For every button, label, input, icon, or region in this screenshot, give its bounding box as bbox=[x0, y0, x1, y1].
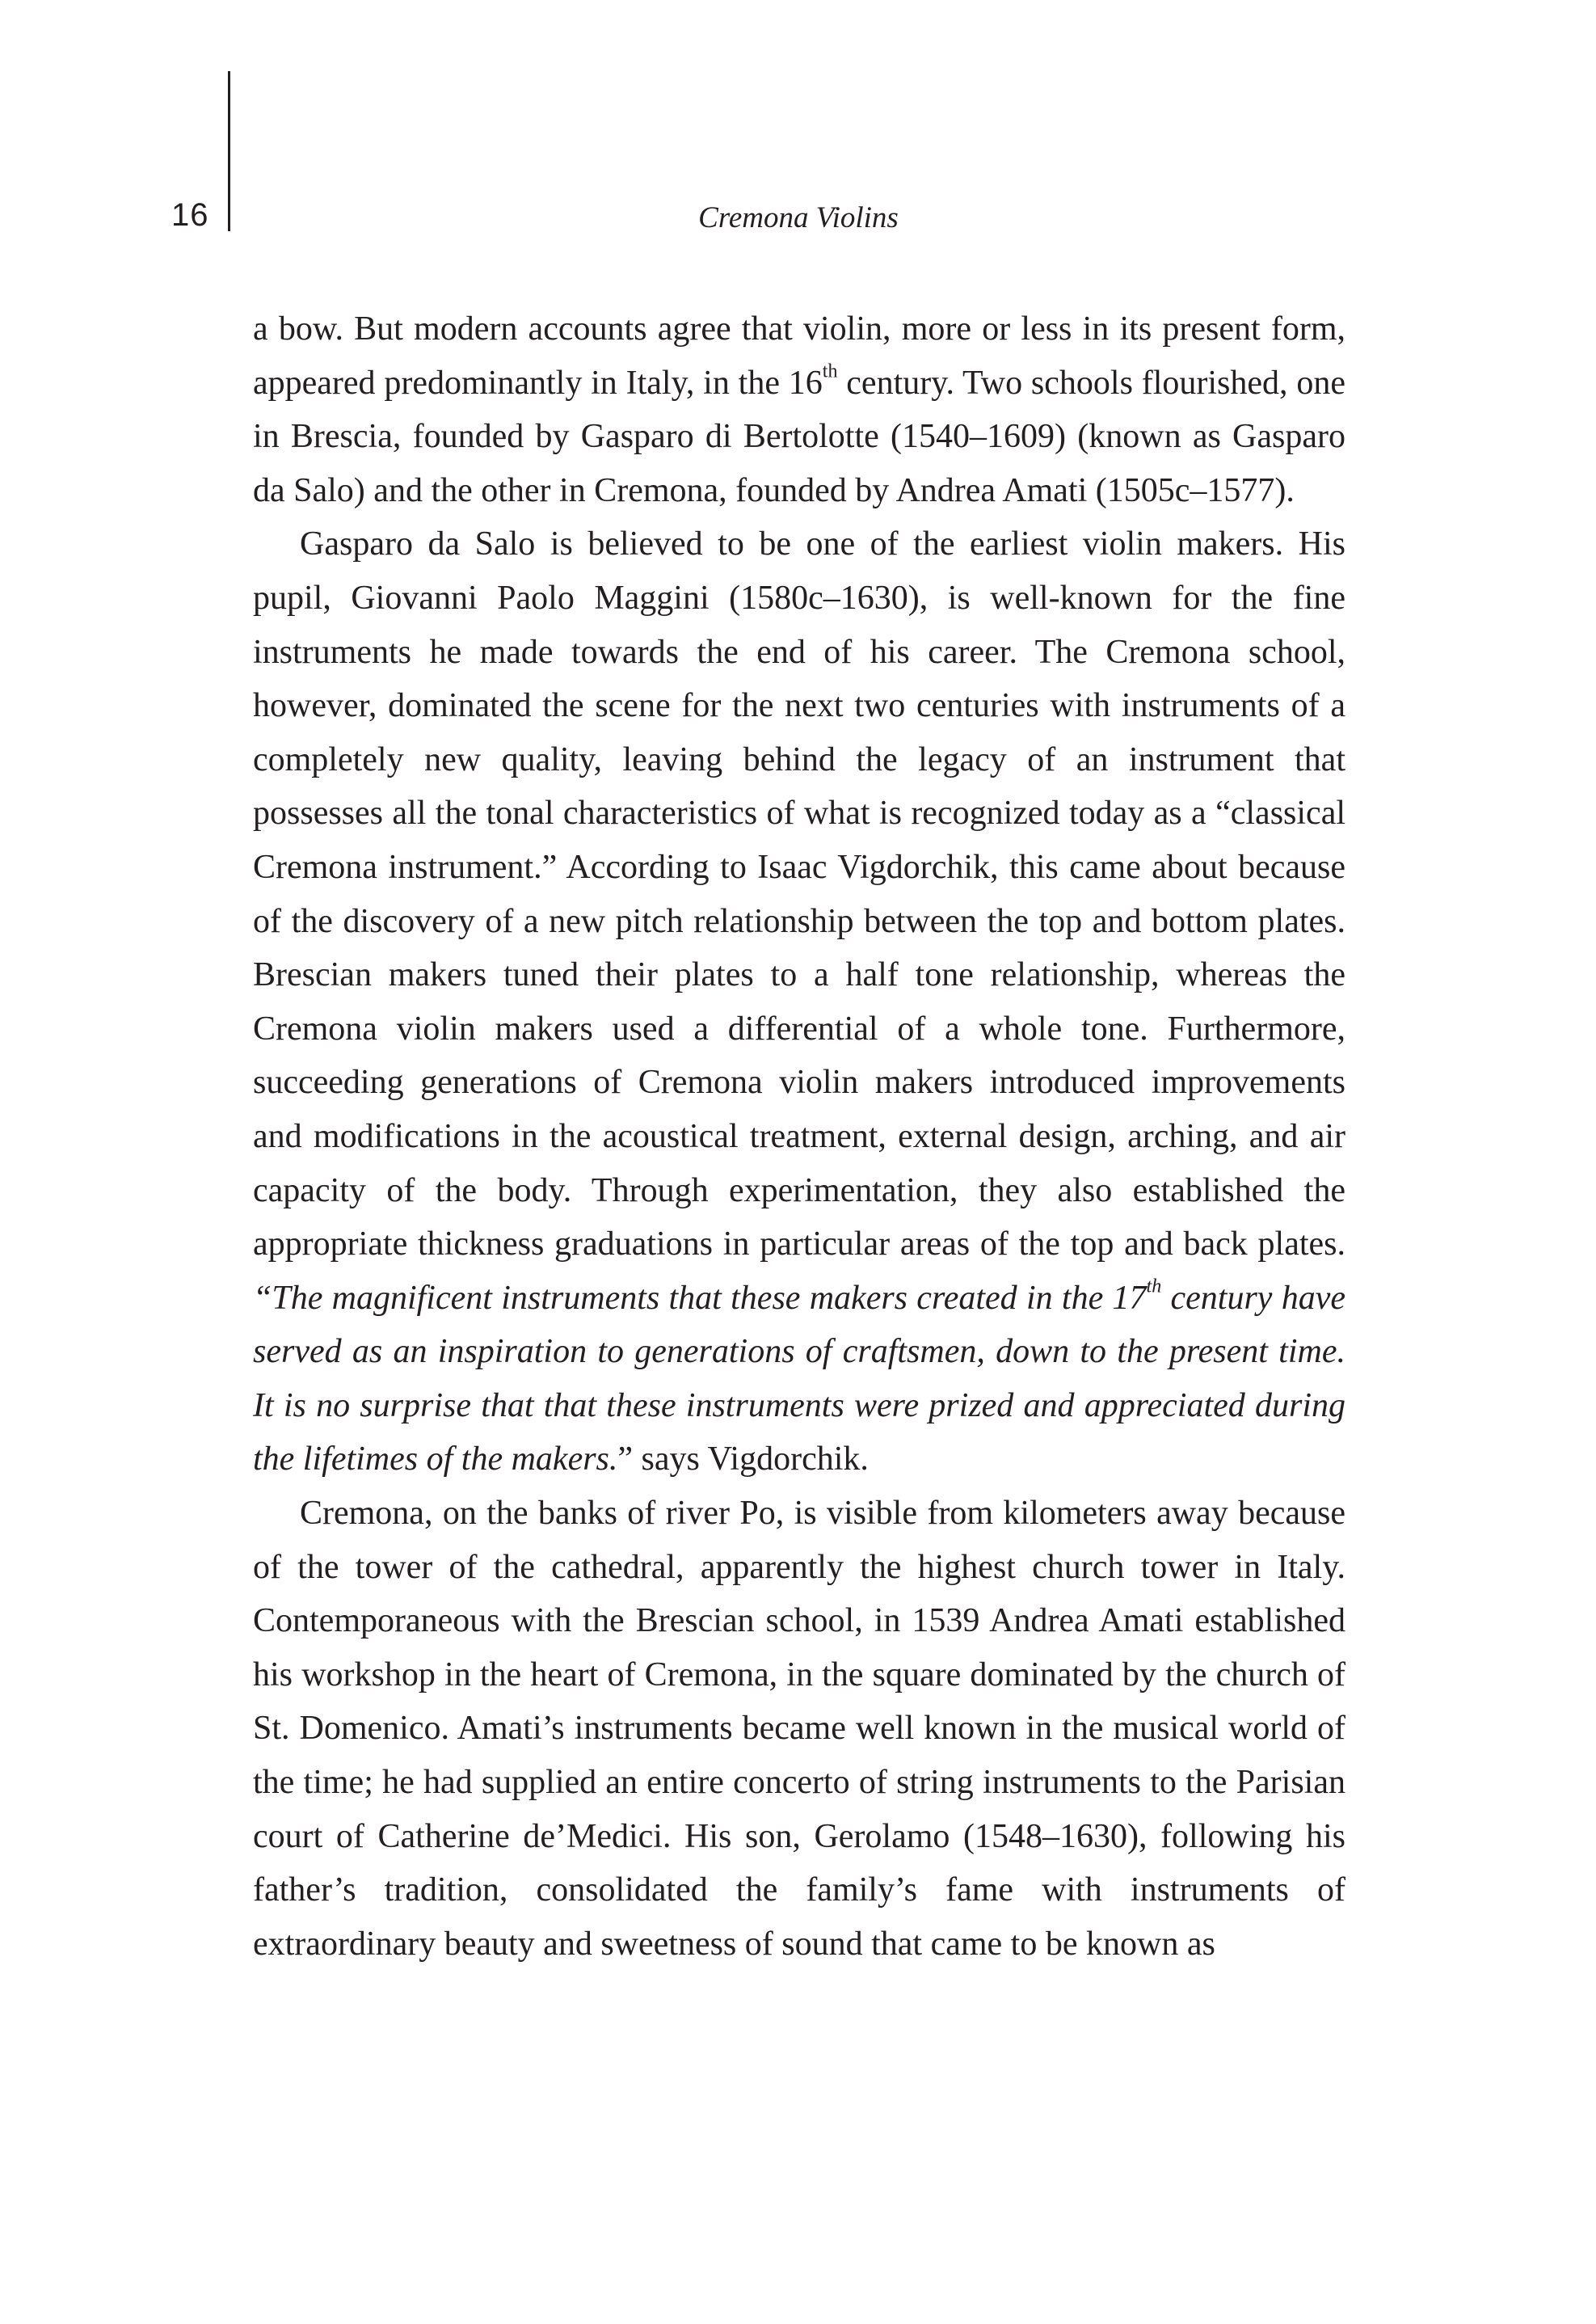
paragraph-3 bbox=[253, 1487, 1345, 1971]
running-title: Cremona Violins bbox=[698, 201, 899, 234]
body-text bbox=[253, 302, 1345, 1971]
text-run: th bbox=[1146, 1276, 1162, 1297]
italic-quote bbox=[253, 1280, 1147, 1317]
superscript bbox=[823, 361, 838, 382]
text-run: ” says Vigdorchik. bbox=[617, 1440, 869, 1478]
text-run: Gasparo da Salo is believed to be one of the earliest violin makers. His pupil, Giovanni Paolo Maggini (1580c–1630), is well-known for the fine instruments he made towards the end of his career. The Cremona school, however, dominated the scene for the next two centuries with instruments of a completely new quality, leaving behind the legacy of an instrument that possesses all the tonal characteristics of what is recognized today as a “classical Cremona instrument.” According to Isaac Vigdorchik, this came about because of the discovery of a new pitch relationship between the top and bottom plates. Brescian makers tuned their plates to a half tone relationship, whereas the Cremona violin makers used a differential of a whole tone. Furthermore, succeeding generations of Cremona violin makers introduced improvements and modifications in the acoustical treatment, external design, arching, and air capacity of the body. Through experimentation, they also established the appropriate thickness graduations in particular areas of the top and back plates. bbox=[253, 525, 1345, 1263]
italic-quote bbox=[1146, 1276, 1162, 1317]
paragraph-1 bbox=[253, 302, 1345, 517]
page-number: 16 bbox=[171, 197, 209, 233]
text-run: century. Two schools flourished, one in Brescia, founded by Gasparo di Bertolotte (1540–1609) (known as Gasparo da Salo) and the other in Cremona, founded by Andrea Amati (1505c–1577). bbox=[253, 364, 1345, 509]
superscript bbox=[1147, 1276, 1162, 1297]
text-run: “The magnificent instruments that these makers created in the 17 bbox=[253, 1279, 1147, 1317]
text-run: Cremona, on the banks of river Po, is visible from kilometers away because of the tower of the cathedral, apparently the highest church tower in Italy. Contemporaneous with the Brescian school, in 1539 Andrea Amati established his workshop in the heart of Cremona, in the square dominated by the church of St. Domenico. Amati’s instruments became well known in the musical world of the time; he had supplied an entire concerto of string instruments to the Parisian court of Catherine de’Medici. His son, Gerolamo (1548–1630), following his father’s tradition, consolidated the family’s fame with instruments of extraordinary beauty and sweetness of sound that came to be known as bbox=[253, 1495, 1345, 1963]
text-run: th bbox=[822, 361, 838, 382]
text-run: century have served as an inspiration to generations of craftsmen, down to the present time. It is no surprise that that these instruments were prized and appreciated during the lifetimes of the makers. bbox=[253, 1279, 1345, 1478]
paragraph-2 bbox=[253, 517, 1345, 1487]
text-run: a bow. But modern accounts agree that violin, more or less in its present form, appeared predominantly in Italy, in the 16 bbox=[253, 310, 1345, 402]
header-vertical-rule bbox=[228, 71, 230, 231]
